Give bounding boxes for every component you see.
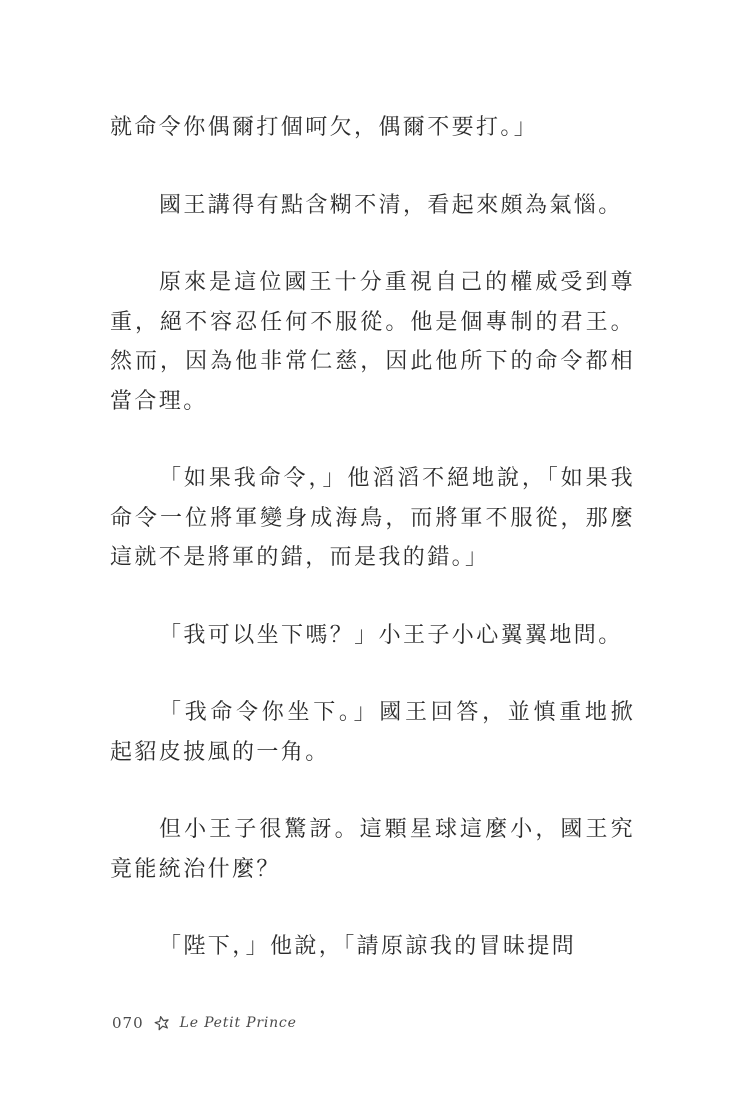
paragraph-1: 就命令你偶爾打個呵欠，偶爾不要打。」 xyxy=(110,115,539,140)
book-title: Le Petit Prince xyxy=(179,1015,297,1031)
page-number: 070 xyxy=(112,1014,144,1032)
paragraph-6: 「我命令你坐下。」國王回答，並慎重地掀起貂皮披風的一角。 xyxy=(110,700,635,765)
book-page-body xyxy=(110,108,635,1005)
paragraph-7: 但小王子很驚訝。這顆星球這麼小，國王究竟能統治什麼？ xyxy=(110,817,635,882)
paragraph-4: 「如果我命令，」他滔滔不絕地說，「如果我命令一位將軍變身成海鳥，而將軍不服從，那麼這就不是將軍的錯，而是我的錯。」 xyxy=(110,466,635,570)
paragraph-5: 「我可以坐下嗎？」小王子小心翼翼地問。 xyxy=(159,622,623,648)
paragraph-8: 「陛下，」他說，「請原諒我的冒昧提問 xyxy=(159,934,577,959)
star-outline-icon xyxy=(154,1015,170,1031)
paragraph-2: 國王講得有點含糊不清，看起來頗為氣惱。 xyxy=(159,192,623,218)
paragraph-3: 原來是這位國王十分重視自己的權威受到尊重，絕不容忍任何不服從。他是個專制的君王。然而，因為他非常仁慈，因此他所下的命令都相當合理。 xyxy=(110,270,635,414)
page-footer xyxy=(112,1014,297,1032)
